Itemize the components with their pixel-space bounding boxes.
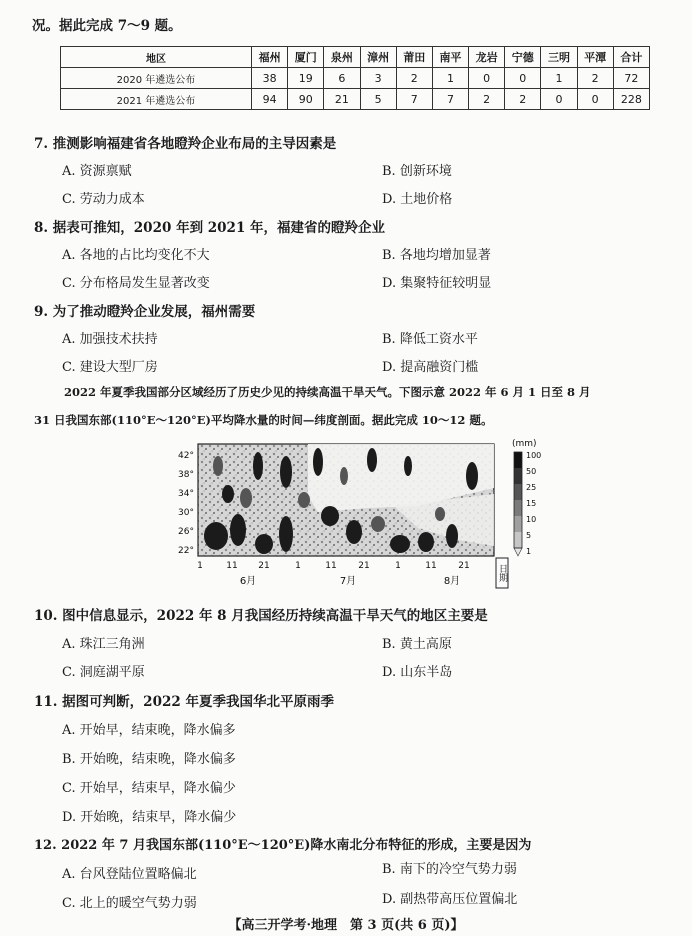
q7-option-b[interactable]: B. 创新环境 [382, 164, 452, 179]
x-tick: 11 [226, 561, 238, 571]
legend-swatch [514, 548, 522, 556]
month-labels [240, 575, 460, 587]
q11-option-b[interactable]: B. 开始晚，结束晚，降水偏多 [62, 752, 236, 767]
table-cell: 2 [577, 68, 613, 89]
table-header-row [61, 47, 650, 68]
precipitation-chart [168, 436, 548, 596]
intro-line: 况。据此完成 7～9 题。 [32, 18, 182, 34]
q10-option-c[interactable]: C. 洞庭湖平原 [62, 665, 145, 680]
table-cell: 19 [288, 68, 324, 89]
table-cell: 7 [432, 89, 468, 110]
table-header-cell: 龙岩 [469, 47, 505, 68]
question-10-stem: 10. 图中信息显示，2022 年 8 月我国经历持续高温干旱天气的地区主要是 [34, 608, 488, 624]
table-header-cell: 泉州 [324, 47, 360, 68]
table-cell: 94 [252, 89, 288, 110]
table-cell: 0 [541, 89, 577, 110]
table-cell: 0 [505, 68, 541, 89]
passage-line-1: 2022 年夏季我国部分区域经历了历史少见的持续高温干旱天气。下图示意 2022 年 6 月 1 日至 8 月 [64, 385, 591, 399]
table-cell: 228 [613, 89, 649, 110]
legend-tick: 5 [526, 531, 532, 540]
table-row [61, 68, 650, 89]
enterprise-table [60, 46, 650, 110]
q12-option-b[interactable]: B. 南下的冷空气势力弱 [382, 862, 517, 877]
table-cell: 1 [541, 68, 577, 89]
table-cell: 2 [469, 89, 505, 110]
legend-swatch [514, 532, 522, 548]
legend-swatch [514, 468, 522, 484]
month-label: 6月 [239, 576, 257, 587]
q8-option-b[interactable]: B. 各地均增加显著 [382, 248, 491, 263]
q9-option-d[interactable]: D. 提高融资门槛 [382, 360, 479, 375]
table-cell: 21 [324, 89, 360, 110]
q9-option-b[interactable]: B. 降低工资水平 [382, 332, 478, 347]
y-tick: 30° [178, 508, 194, 518]
table-header-cell: 平潭 [577, 47, 613, 68]
q9-option-a[interactable]: A. 加强技术扶持 [62, 332, 158, 347]
q10-option-d[interactable]: D. 山东半岛 [382, 665, 453, 680]
table-cell: 5 [360, 89, 396, 110]
q7-option-c[interactable]: C. 劳动力成本 [62, 192, 145, 207]
x-axis-label: 日期 [497, 564, 507, 582]
q10-option-b[interactable]: B. 黄土高原 [382, 637, 452, 652]
x-tick: 21 [458, 561, 470, 571]
table-cell: 3 [360, 68, 396, 89]
table-header-cell: 漳州 [360, 47, 396, 68]
table-cell: 2 [396, 68, 432, 89]
precipitation-chart-svg [168, 436, 548, 596]
q11-option-c[interactable]: C. 开始早，结束早，降水偏少 [62, 781, 236, 796]
table-cell: 1 [432, 68, 468, 89]
y-tick: 34° [178, 489, 194, 499]
table-cell: 6 [324, 68, 360, 89]
q11-option-d[interactable]: D. 开始晚，结束早，降水偏少 [62, 810, 237, 825]
question-11-stem: 11. 据图可判断，2022 年夏季我国华北平原雨季 [34, 694, 334, 710]
x-tick: 21 [358, 561, 370, 571]
x-tick: 1 [197, 561, 203, 571]
passage-line-2: 31 日我国东部(110°E～120°E)平均降水量的时间—纬度剖面。据此完成 10～12 题。 [34, 413, 493, 427]
table-header-cell: 福州 [252, 47, 288, 68]
table-cell: 90 [288, 89, 324, 110]
y-tick: 22° [178, 546, 194, 556]
table-row [61, 89, 650, 110]
legend-swatch [514, 516, 522, 532]
legend-swatch [514, 484, 522, 500]
x-tick: 1 [395, 561, 401, 571]
q12-option-c[interactable]: C. 北上的暖空气势力弱 [62, 896, 197, 911]
table-header-cell: 宁德 [505, 47, 541, 68]
y-axis-ticks [178, 451, 194, 556]
x-tick: 21 [258, 561, 270, 571]
q10-option-a[interactable]: A. 珠江三角洲 [62, 637, 145, 652]
page-footer: 【高三开学考·地理 第 3 页(共 6 页)】 [228, 918, 464, 933]
legend-unit: (mm) [512, 439, 537, 449]
x-tick: 11 [425, 561, 437, 571]
y-tick: 26° [178, 527, 194, 537]
q8-option-c[interactable]: C. 分布格局发生显著改变 [62, 276, 210, 291]
legend-tick: 50 [526, 467, 537, 476]
legend-tick: 1 [526, 547, 532, 556]
legend-tick: 100 [526, 451, 542, 460]
y-tick: 42° [178, 451, 194, 461]
legend-swatch [514, 500, 522, 516]
q9-option-c[interactable]: C. 建设大型厂房 [62, 360, 158, 375]
month-label: 8月 [443, 576, 461, 587]
q7-option-a[interactable]: A. 资源禀赋 [62, 164, 132, 179]
question-8-stem: 8. 据表可推知，2020 年到 2021 年，福建省的瞪羚企业 [34, 220, 386, 236]
table-cell: 2 [505, 89, 541, 110]
legend-tick: 25 [526, 483, 537, 492]
question-12-stem: 12. 2022 年 7 月我国东部(110°E～120°E)降水南北分布特征的形成，主要是因为 [34, 838, 532, 853]
month-label: 7月 [339, 576, 357, 587]
legend-ticks [526, 451, 541, 556]
legend-swatch [514, 452, 522, 468]
table-header-cell: 莆田 [396, 47, 432, 68]
table-header-cell: 三明 [541, 47, 577, 68]
q12-option-d[interactable]: D. 副热带高压位置偏北 [382, 892, 518, 907]
table-header-cell: 合计 [613, 47, 649, 68]
x-tick: 11 [325, 561, 337, 571]
q8-option-d[interactable]: D. 集聚特征较明显 [382, 276, 492, 291]
q7-option-d[interactable]: D. 土地价格 [382, 192, 453, 207]
q12-option-a[interactable]: A. 台风登陆位置略偏北 [62, 867, 197, 882]
q11-option-a[interactable]: A. 开始早，结束晚，降水偏多 [62, 723, 236, 738]
legend-tick: 10 [526, 515, 537, 524]
q8-option-a[interactable]: A. 各地的占比均变化不大 [62, 248, 210, 263]
table-header-cell: 地区 [61, 47, 252, 68]
table-header-cell: 厦门 [288, 47, 324, 68]
question-7-stem: 7. 推测影响福建省各地瞪羚企业布局的主导因素是 [34, 136, 337, 152]
x-tick: 1 [295, 561, 301, 571]
legend-tick: 15 [526, 499, 537, 508]
table-cell: 0 [577, 89, 613, 110]
question-9-stem: 9. 为了推动瞪羚企业发展，福州需要 [34, 304, 256, 320]
y-tick: 38° [178, 470, 194, 480]
x-axis-ticks [197, 561, 470, 571]
table-row-label: 2021 年遴选公布 [61, 89, 252, 110]
table-cell: 7 [396, 89, 432, 110]
table-header-cell: 南平 [432, 47, 468, 68]
table-cell: 0 [469, 68, 505, 89]
table-cell: 38 [252, 68, 288, 89]
table-row-label: 2020 年遴选公布 [61, 68, 252, 89]
table-cell: 72 [613, 68, 649, 89]
